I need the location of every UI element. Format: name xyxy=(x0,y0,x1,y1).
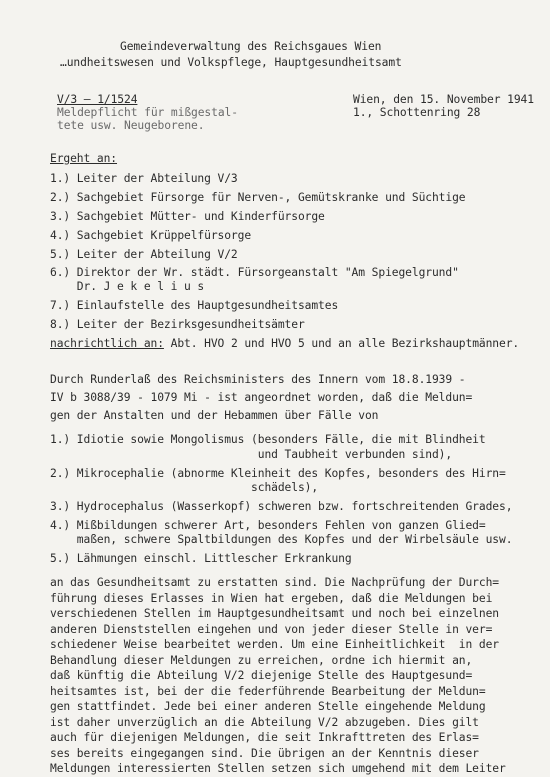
body-line: führung dieses Erlasses in Wien hat ergeben, daß die Meldungen bei xyxy=(50,591,493,605)
condition-item: 4.) Mißbildungen schwerer Art, besonders Fehlen von ganzen Glied= xyxy=(50,519,486,532)
body-line: ses bereits eingegangen sind. Die übrigen an der Kenntnis dieser xyxy=(50,746,479,760)
recipient-item: 3.) Sachgebiet Mütter- und Kinderfürsorge xyxy=(50,210,325,223)
condition-item: maßen, schwere Spaltbildungen des Kopfes und der Wirbelsäule usw. xyxy=(50,533,513,546)
letterhead-line-2: …undheitswesen und Volkspflege, Hauptgesundheitsamt xyxy=(60,56,402,69)
intro-line: Durch Runderlaß des Reichsministers des Innern vom 18.8.1939 - xyxy=(50,373,466,386)
reference-subject-line-1: Meldepflicht für mißgestal- xyxy=(57,106,238,119)
condition-item: und Taubheit verbunden sind), xyxy=(50,448,453,461)
condition-item: schädels), xyxy=(50,481,319,494)
reference-number: V/3 – 1/1524 xyxy=(57,93,138,106)
body-line: schiedener Weise bearbeitet werden. Um eine Einheitlichkeit in der xyxy=(50,638,499,651)
recipient-item: 5.) Leiter der Abteilung V/2 xyxy=(50,248,238,261)
recipient-item: 8.) Leiter der Bezirksgesundheitsämter xyxy=(50,318,305,331)
body-line: ist daher unverzüglich an die Abteilung V/2 abzugeben. Dies gilt xyxy=(50,715,479,729)
cc-line xyxy=(50,337,519,351)
reference-subject-line-2: tete usw. Neugeborene. xyxy=(57,119,205,132)
recipient-item: 4.) Sachgebiet Krüppelfürsorge xyxy=(50,229,252,242)
recipient-item: 6.) Direktor der Wr. städt. Fürsorgeanstalt "Am Spiegelgrund" xyxy=(50,266,459,279)
body-line: Behandlung dieser Meldungen zu erreichen, ordne ich hiermit an, xyxy=(50,653,473,667)
place-date: Wien, den 15. November 1941 xyxy=(353,93,534,106)
cc-text: Abt. HVO 2 und HVO 5 und an alle Bezirkshauptmänner. xyxy=(163,337,520,350)
body-line: Meldungen interessierten Stellen setzen sich umgehend mit dem Leiter xyxy=(50,762,506,775)
body-line: gen stattfindet. Jede bei einer anderen Stelle eingehende Meldung xyxy=(50,700,486,713)
recipient-item: 1.) Leiter der Abteilung V/3 xyxy=(50,172,238,185)
body-line: daß künftig die Abteilung V/2 diejenige Stelle des Hauptgesund= xyxy=(50,669,473,682)
body-line: an das Gesundheitsamt zu erstatten sind. Die Nachprüfung der Durch= xyxy=(50,576,499,589)
intro-line: gen der Anstalten und der Hebammen über Fälle von xyxy=(50,409,379,422)
body-line: anderen Dienststellen eingehen und von jeder dieser Stelle in ver= xyxy=(50,622,493,636)
condition-item: 2.) Mikrocephalie (abnorme Kleinheit des Kopfes, besonders des Hirn= xyxy=(50,467,506,480)
condition-item: 1.) Idiotie sowie Mongolismus (besonders Fälle, die mit Blindheit xyxy=(50,433,486,446)
recipient-item: 2.) Sachgebiet Fürsorge für Nerven-, Gemütskranke und Süchtige xyxy=(50,191,466,204)
body-line: verschiedenen Stellen im Hauptgesundheitsamt und noch bei einzelnen xyxy=(50,607,499,620)
cc-label: nachrichtlich an: xyxy=(50,337,164,350)
recipient-item: Dr. J e k e l i u s xyxy=(50,280,205,293)
condition-item: 5.) Lähmungen einschl. Littlescher Erkrankung xyxy=(50,552,352,565)
condition-item: 3.) Hydrocephalus (Wasserkopf) schweren bzw. fortschreitenden Grades, xyxy=(50,500,513,513)
body-line: auch für diejenigen Meldungen, die seit Inkrafttreten des Erlas= xyxy=(50,731,479,744)
letterhead-line-1: Gemeindeverwaltung des Reichsgaues Wien xyxy=(120,40,382,53)
address: 1., Schottenring 28 xyxy=(353,106,481,119)
recipient-item: 7.) Einlaufstelle des Hauptgesundheitsamtes xyxy=(50,299,339,312)
body-line: heitsamtes ist, bei der die federführende Bearbeitung der Meldun= xyxy=(50,684,486,698)
recipients-heading: Ergeht an: xyxy=(50,152,118,165)
intro-line: IV b 3088/39 - 1079 Mi - ist angeordnet worden, daß die Meldun= xyxy=(50,391,473,404)
